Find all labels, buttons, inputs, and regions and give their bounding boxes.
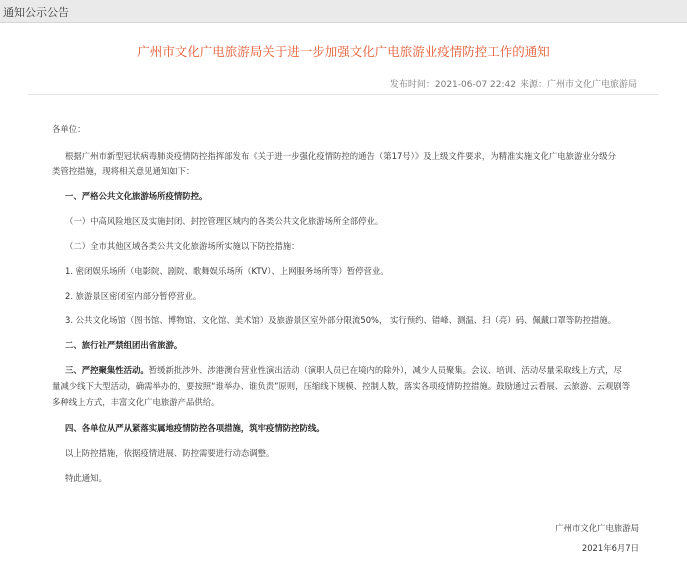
heading-2: 二、旅行社严禁组团出省旅游。 bbox=[65, 340, 183, 350]
heading-4: 四、各单位从严从紧落实属地疫情防控各项措施，筑牢疫情防控防线。 bbox=[65, 423, 325, 433]
paragraph-1-2: （二）全市其他区域各类公共文化旅游场所实施以下防控措施： bbox=[65, 241, 300, 251]
list-item-1: 1. 密闭娱乐场所（电影院、剧院、歌舞娱乐场所（KTV）、上网服务场所等）暂停营业。 bbox=[65, 266, 389, 276]
paragraph-3-line-2: 量减少线下大型活动，确需举办的，要按照“谁举办、谁负责”原则，压缩线下规模、控制人数，落实各项疫情防控措施。鼓励通过云看展、云旅游、云观剧等 bbox=[52, 381, 631, 391]
heading-1: 一、严格公共文化旅游场所疫情防控。 bbox=[65, 191, 208, 201]
list-item-3: 3. 公共文化场馆（图书馆、博物馆、文化馆、美术馆）及旅游景区室外部分限流50%， 实行预约、错峰、测温、扫（亮）码、佩戴口罩等防控措施。 bbox=[65, 315, 617, 325]
article-title: 广州市文化广电旅游局关于进一步加强文化广电旅游业疫情防控工作的通知 bbox=[137, 44, 550, 59]
paragraph-3-line-1 bbox=[65, 364, 622, 376]
list-item-2: 2. 旅游景区密闭室内部分暂停营业。 bbox=[65, 291, 202, 301]
paragraph-3-text: 暂缓新批涉外、涉港澳台营业性演出活动（演职人员已在境内的除外），减少人员聚集。会议、培训、活动尽量采取线上方式，尽 bbox=[148, 365, 622, 375]
paragraph-1-1: （一）中高风险地区及实施封闭、封控管理区域内的各类公共文化旅游场所全部停业。 bbox=[65, 216, 384, 226]
article-source: 来源：广州市文化广电旅游局 bbox=[519, 80, 637, 90]
signature-date: 2021年6月7日 bbox=[581, 543, 639, 553]
intro-line-1: 根据广州市新型冠状病毒肺炎疫情防控指挥部发布《关于进一步强化疫情防控的通告（第17号）》及上级文件要求，为精准实施文化广电旅游业分级分 bbox=[65, 151, 616, 161]
section-label: 通知公示公告 bbox=[3, 6, 69, 19]
intro-line-2: 类管控措施，现将相关意见通知如下： bbox=[52, 166, 195, 176]
article-meta bbox=[390, 77, 637, 90]
heading-3: 三、严控聚集性活动。 bbox=[65, 365, 149, 375]
title-divider bbox=[28, 94, 658, 95]
top-bar bbox=[0, 0, 687, 23]
signature-organization: 广州市文化广电旅游局 bbox=[555, 523, 639, 533]
paragraph-3-line-3: 多种线上方式，丰富文化广电旅游产品供给。 bbox=[52, 397, 220, 407]
salutation: 各单位： bbox=[52, 124, 86, 134]
publish-time: 发布时间：2021-06-07 22:42 bbox=[389, 80, 516, 90]
closing-line: 特此通知。 bbox=[65, 473, 107, 483]
paragraph-5: 以上防控措施，依据疫情进展、防控需要进行动态调整。 bbox=[65, 448, 275, 458]
